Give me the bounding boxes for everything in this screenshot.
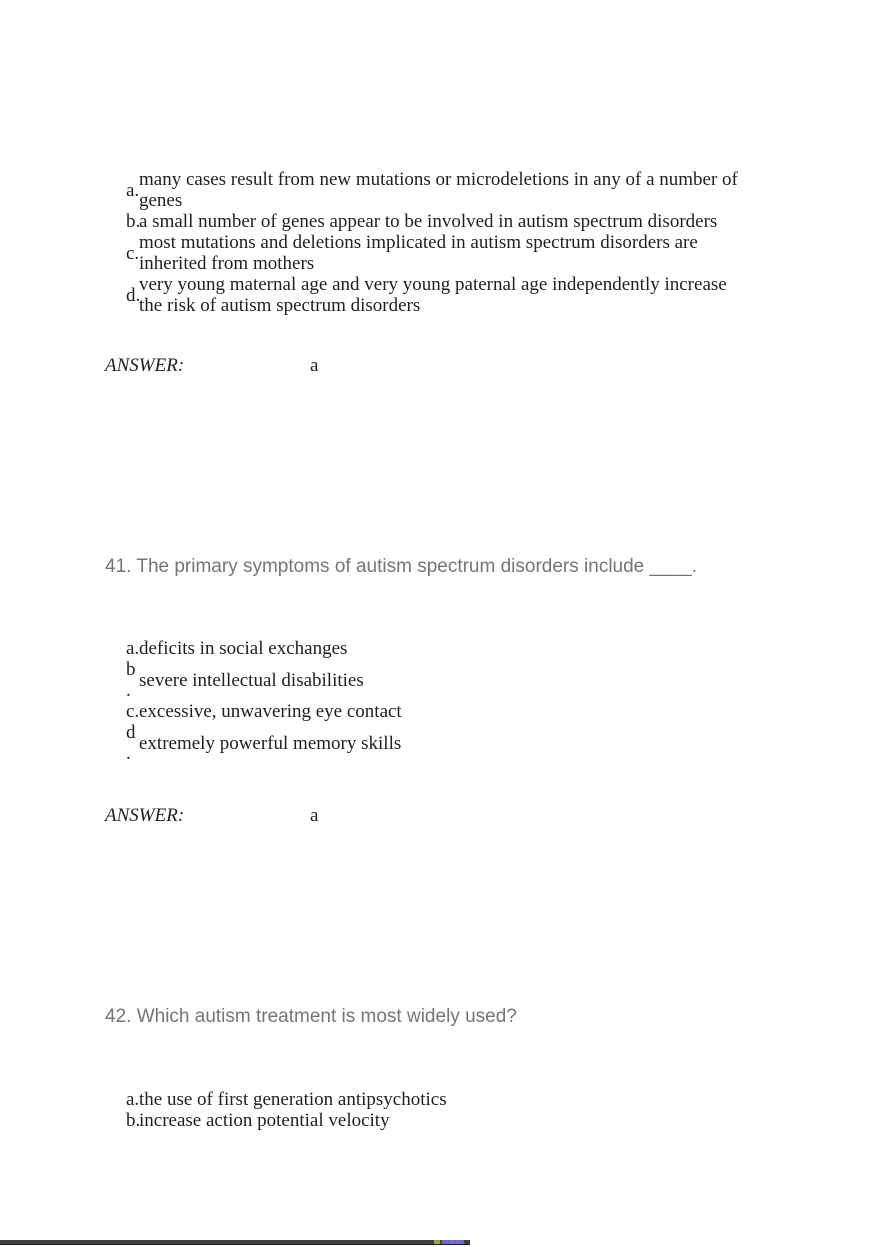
option-label: c. — [126, 242, 140, 264]
option-text: the use of first generation antipsychotics — [139, 1089, 447, 1110]
option-row — [126, 274, 738, 316]
answer-label: ANSWER: — [105, 805, 185, 826]
answer-label: ANSWER: — [105, 355, 185, 376]
option-label: b. — [126, 211, 141, 232]
question-41-options — [126, 638, 402, 764]
option-label: a. — [126, 1089, 140, 1110]
option-label: d . — [126, 722, 136, 764]
option-label: a. — [126, 638, 140, 659]
answer-value: a — [310, 805, 319, 826]
answer-row — [105, 355, 505, 376]
progress-marker — [460, 1240, 464, 1244]
option-text: extremely powerful memory skills — [139, 732, 402, 754]
option-text: increase action potential velocity — [139, 1110, 390, 1131]
option-row — [126, 169, 738, 211]
question-42-title: 42. Which autism treatment is most widely used? — [105, 1006, 517, 1027]
option-text: many cases result from new mutations or microdeletions in any of a number of genes — [139, 169, 738, 211]
question-41-title: 41. The primary symptoms of autism spectrum disorders include ____. — [105, 556, 698, 577]
option-row — [126, 722, 402, 764]
option-label: b . — [126, 659, 136, 701]
option-row — [126, 211, 738, 232]
option-label: a. — [126, 179, 140, 201]
answer-value: a — [310, 355, 319, 376]
option-text: a small number of genes appear to be involved in autism spectrum disorders — [139, 211, 718, 232]
option-row — [126, 1089, 447, 1110]
option-row — [126, 701, 402, 722]
option-row — [126, 659, 402, 701]
previous-question-options — [126, 169, 738, 316]
option-row — [126, 638, 402, 659]
option-row — [126, 1110, 447, 1131]
option-label: d. — [126, 284, 141, 306]
progress-bar-markers — [434, 1240, 464, 1244]
option-label: b. — [126, 1110, 141, 1131]
option-text: deficits in social exchanges — [139, 638, 348, 659]
option-text: very young maternal age and very young paternal age independently increase the risk of autism spectrum disorders — [139, 274, 727, 316]
option-text: excessive, unwavering eye contact — [139, 701, 402, 722]
option-row — [126, 232, 738, 274]
option-label: c. — [126, 701, 140, 722]
option-text: severe intellectual disabilities — [139, 669, 364, 691]
option-text: most mutations and deletions implicated in autism spectrum disorders are inherited from mothers — [139, 232, 698, 274]
answer-row — [105, 805, 505, 826]
question-42-options — [126, 1089, 447, 1131]
progress-bar[interactable] — [0, 1240, 470, 1245]
